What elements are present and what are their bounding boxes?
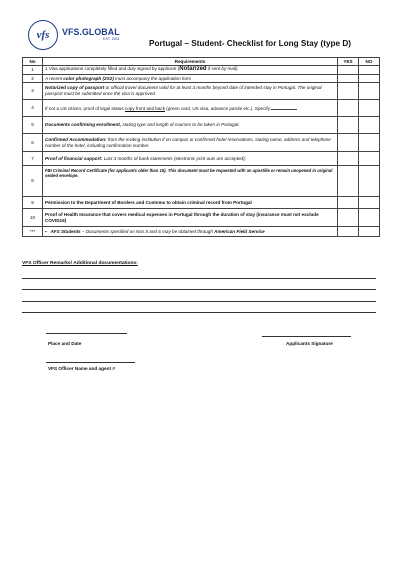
row-requirement: If not a US citizen, proof of legal status copy front and back (green card, US visa, advance parole etc.). Specify: — [43, 100, 338, 117]
table-header-row — [23, 58, 380, 66]
row-requirement: 1 Visa applications completely filled and duly signed by applicant (Notarized if sent by mail) — [43, 66, 338, 75]
remarks-line[interactable] — [22, 312, 376, 313]
yes-checkbox-cell[interactable] — [338, 197, 359, 209]
table-row — [23, 152, 380, 166]
table-row — [23, 83, 380, 100]
table-row — [23, 197, 380, 209]
table-row — [23, 134, 380, 152]
yes-checkbox-cell[interactable] — [338, 166, 359, 197]
row-requirement: Proof of financial support: Last 3 months of bank statements (electronic print outs are accepted); — [43, 152, 338, 166]
place-date-label: Place and Date — [48, 341, 82, 346]
remarks-line[interactable] — [22, 278, 376, 279]
yes-checkbox-cell[interactable] — [338, 83, 359, 100]
place-date-line[interactable] — [46, 333, 127, 334]
no-checkbox-cell[interactable] — [359, 227, 380, 237]
row-requirement: A recent color photograph (2X2) must accompany the application form — [43, 75, 338, 83]
no-checkbox-cell[interactable] — [359, 100, 380, 117]
row-number: 10 — [23, 209, 43, 227]
remarks-line[interactable] — [22, 289, 376, 290]
bullet-icon: ▪ — [45, 228, 47, 234]
row-number: 1 — [23, 66, 43, 75]
header-requirements: Requirements — [43, 58, 338, 66]
row-requirement: Documents confirming enrollment, stating type and length of courses to be taken in Portugal. — [43, 117, 338, 134]
header-yes: YES — [338, 58, 359, 66]
yes-checkbox-cell[interactable] — [338, 117, 359, 134]
table-row — [23, 209, 380, 227]
header-no: No — [23, 58, 43, 66]
vfs-seal-icon: vfs — [28, 20, 58, 50]
no-checkbox-cell[interactable] — [359, 66, 380, 75]
row-number: 6 — [23, 134, 43, 152]
row-requirement: ▪ AFS Students – Documents specified on Nos.5 and 6 may be obtained through American Field Service — [43, 227, 338, 237]
table-row — [23, 66, 380, 75]
no-checkbox-cell[interactable] — [359, 197, 380, 209]
remarks-line[interactable] — [22, 301, 376, 302]
applicant-signature-label: Applicants Signature — [286, 341, 333, 346]
row-number: 4 — [23, 100, 43, 117]
row-number: 5 — [23, 117, 43, 134]
no-checkbox-cell[interactable] — [359, 134, 380, 152]
row-number: *** — [23, 227, 43, 237]
yes-checkbox-cell[interactable] — [338, 152, 359, 166]
officer-name-label: VFS Officer Name and agent # — [48, 366, 115, 371]
table-row — [23, 75, 380, 83]
table-row — [23, 166, 380, 197]
brand-est: EST. 2001 — [103, 37, 120, 42]
table-row — [23, 117, 380, 134]
row-requirement: Confirmed Accommodation: from the inviting institution if on campus or confirmed hotel reservations, stating name, address and telephone number of the hotel, including confirmation number. — [43, 134, 338, 152]
yes-checkbox-cell[interactable] — [338, 66, 359, 75]
header-no-col: NO — [359, 58, 380, 66]
page-title: Portugal – Student- Checklist for Long Stay (type D) — [149, 39, 351, 48]
row-number: 7 — [23, 152, 43, 166]
no-checkbox-cell[interactable] — [359, 83, 380, 100]
row-number: 2 — [23, 75, 43, 83]
yes-checkbox-cell[interactable] — [338, 134, 359, 152]
brand-name: VFS.GLOBAL — [62, 27, 120, 38]
row-number: 9 — [23, 197, 43, 209]
row-number: 8 — [23, 166, 43, 197]
specify-blank[interactable] — [271, 105, 297, 110]
row-requirement: FBI Criminal Record Certificate (for applicants older than 15). This document must be requested with an apostille or remain unopened in original sealed envelope. — [43, 166, 338, 197]
no-checkbox-cell[interactable] — [359, 209, 380, 227]
no-checkbox-cell[interactable] — [359, 117, 380, 134]
officer-remarks-label: VFS Officer Remarks/ Additional documentations: — [22, 261, 138, 266]
table-row — [23, 227, 380, 237]
no-checkbox-cell[interactable] — [359, 152, 380, 166]
yes-checkbox-cell[interactable] — [338, 100, 359, 117]
applicant-signature-line[interactable] — [262, 336, 351, 337]
row-number: 3 — [23, 83, 43, 100]
yes-checkbox-cell[interactable] — [338, 227, 359, 237]
row-requirement: Notarized copy of passport or official travel document valid for at least 3 months beyond date of intended stay in Portugal. The original passport must be submitted once the visa is approved. — [43, 83, 338, 100]
yes-checkbox-cell[interactable] — [338, 209, 359, 227]
no-checkbox-cell[interactable] — [359, 166, 380, 197]
row-requirement: Proof of Health Insurance that covers medical expenses in Portugal through the duration of stay (insurance must not exclude COVID19) — [43, 209, 338, 227]
checklist-table — [22, 57, 380, 237]
officer-name-line[interactable] — [46, 362, 135, 363]
no-checkbox-cell[interactable] — [359, 75, 380, 83]
row-requirement: Permission to the Department of Borders and Customs to obtain criminal record from Portugal — [43, 197, 338, 209]
yes-checkbox-cell[interactable] — [338, 75, 359, 83]
table-row — [23, 100, 380, 117]
